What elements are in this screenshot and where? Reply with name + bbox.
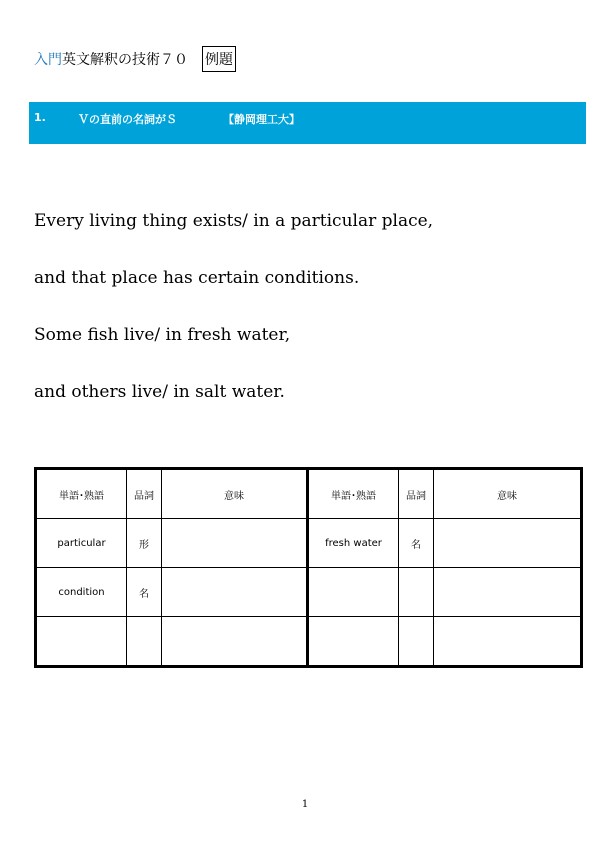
table-cell — [399, 617, 434, 667]
header-pos-left: 品詞 — [127, 469, 162, 519]
section-banner — [29, 102, 586, 144]
header-meaning-left: 意味 — [162, 469, 308, 519]
table-cell — [162, 519, 308, 568]
table-cell: 形 — [127, 519, 162, 568]
table-cell — [308, 568, 399, 617]
table-cell — [36, 617, 127, 667]
table-header-row — [36, 469, 582, 519]
header-accent-text: 入門 — [34, 52, 62, 68]
section-title: Ｖの直前の名詞がＳ — [78, 113, 177, 126]
header-word-left: 単語･熟語 — [36, 469, 127, 519]
header-pos-right: 品詞 — [399, 469, 434, 519]
header-meaning-right: 意味 — [434, 469, 582, 519]
passage-line-4: and others live/ in salt water. — [34, 382, 285, 402]
passage-line-1: Every living thing exists/ in a particular place, — [34, 211, 434, 231]
table-row — [36, 519, 582, 568]
table-cell — [162, 617, 308, 667]
table-cell — [308, 617, 399, 667]
page-number: 1 — [301, 799, 309, 810]
section-source: 【静岡理工大】 — [223, 113, 300, 126]
passage-line-2: and that place has certain conditions. — [34, 268, 360, 288]
header-title-text: 英文解釈の技術７０ — [62, 52, 188, 68]
table-cell — [434, 617, 582, 667]
table-row — [36, 617, 582, 667]
table-cell — [434, 568, 582, 617]
vocabulary-table — [34, 467, 583, 668]
header-boxed-label: 例題 — [202, 46, 236, 72]
table-cell: fresh water — [308, 519, 399, 568]
table-cell — [399, 568, 434, 617]
table-row — [36, 568, 582, 617]
table-cell: 名 — [127, 568, 162, 617]
document-header — [34, 46, 236, 72]
table-cell: particular — [36, 519, 127, 568]
section-number: 1. — [34, 111, 46, 124]
table-cell — [127, 617, 162, 667]
table-cell — [162, 568, 308, 617]
passage-line-3: Some fish live/ in fresh water, — [34, 325, 291, 345]
table-cell: 名 — [399, 519, 434, 568]
table-cell: condition — [36, 568, 127, 617]
table-cell — [434, 519, 582, 568]
header-word-right: 単語･熟語 — [308, 469, 399, 519]
